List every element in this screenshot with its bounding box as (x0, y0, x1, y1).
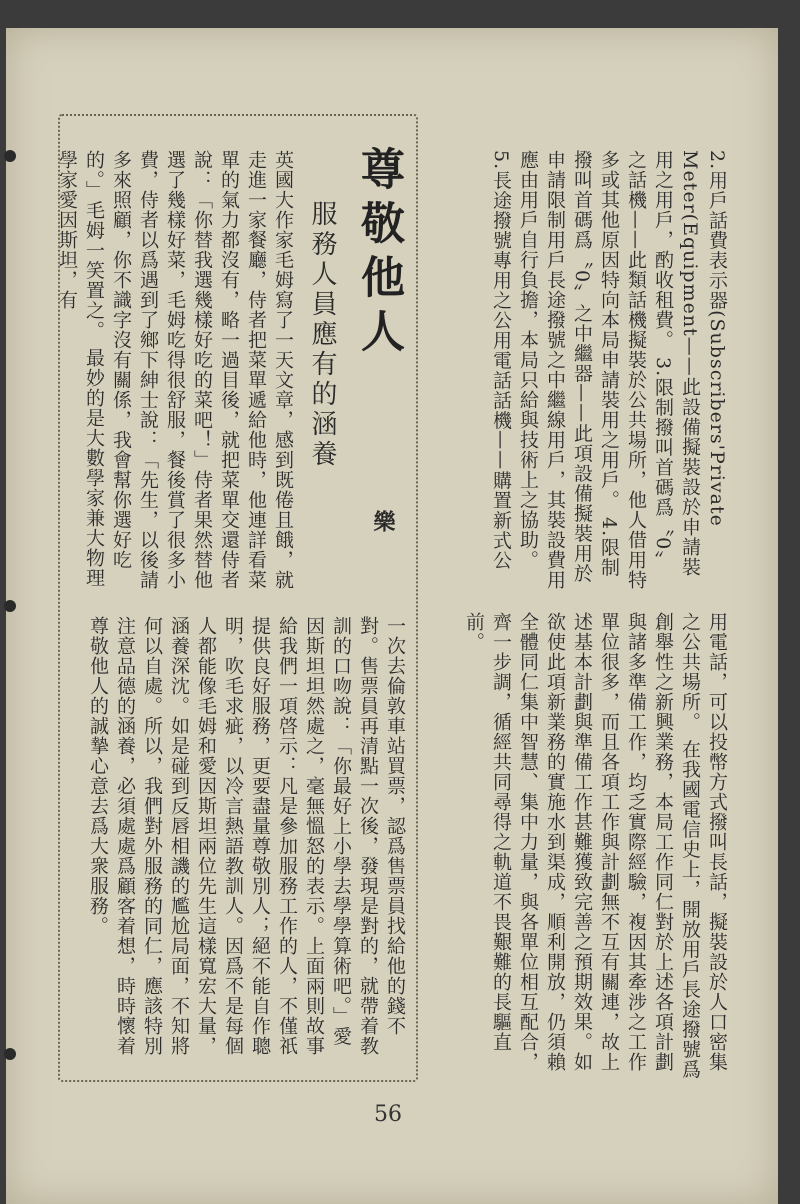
binding-hole-top (4, 150, 16, 162)
right-lower-text-block: 用電話，可以投幣方式撥叫長話，擬裝設於人口密集之公共場所。 在我國電信史上，開放用戶長途撥號爲創舉性之新興業務，本局工作同仁對於上述各項計劃與諸多準備工作，均乏實際經驗，複因其牽涉之工作單位很多，而且各項工作與計劃無不互有關連，故上述基本計劃與準備工作甚難獲致完善之預期效果。如欲使此項新業務的實施水到渠成，順利開放，仍須賴全體同仁集中智慧、集中力量，與各單位相互配合，齊一步調，循經共同尋得之軌道不畏艱難的長驅直前。 (463, 612, 728, 1080)
binding-hole-bottom (4, 1048, 16, 1060)
right-upper-text-block: 2.用戶話費表示器(Subscribers'Private Meter(Equipment——此設備擬裝設於申請裝用之用戶，酌收租費。 3.限制撥叫首碼爲〝0〞之話機——此類話機擬裝於公共場所，他人借用特多或其他原因特向本局申請裝用之用戶。 4.限制撥叫首碼爲〝0〞之中繼器——此項設備擬裝用於申請限制用戶長途撥號之中繼線用戶，其裝設費用應由用戶自行負擔，本局只給與技術上之協助。 5.長途撥號專用之公用電話話機——購置新式公 (490, 150, 728, 590)
article-body-upper: 英國大作家毛姆寫了一天文章，感到既倦且餓，就走進一家餐廳，侍者把菜單遞給他時，他連詳看菜單的氣力都沒有，略一過目後，就把菜單交還侍者說：「你替我選幾樣好吃的菜吧！」侍者果然替他選了幾樣好菜，毛姆吃得很舒服，餐後賞了很多小費，侍者以爲遇到了鄉下紳士說：「先生，以後請多來照顧，你不識字沒有關係，我會幫你選好吃的。」毛姆一笑置之。 最妙的是大數學家兼大物理學家愛因斯坦，有 (56, 150, 294, 590)
page-number: 56 (374, 1102, 402, 1127)
binding-hole-middle (4, 600, 16, 612)
article-body-lower: 一次去倫敦車站買票，認爲售票員找給他的錢不對。售票員再清點一次後，發現是對的，就帶着教訓的口吻說：「你最好上小學去學學算術吧。」愛因斯坦坦然處之，毫無慍怒的表示。上面兩則故事給我們一項啓示：凡是參加服務工作的人，不僅祇提供良好服務，更要盡量尊敬別人；絕不能自作聰明，吹毛求疵，以冷言熱語教訓人。因爲不是每個人都能像毛姆和愛因斯坦兩位先生這樣寬宏大量，涵養深沈。如是碰到反唇相譏的尷尬局面，不知將何以自處。所以，我們對外服務的同仁，應該特別注意品德的涵養，必須處處爲顧客着想，時時懷着尊敬他人的誠摯心意去爲大衆服務。 (87, 616, 406, 1056)
article-author: 樂 (370, 510, 396, 532)
article-subtitle: 服務人員應有的涵養 (307, 200, 337, 470)
article-title: 尊敬他人 (353, 146, 404, 362)
